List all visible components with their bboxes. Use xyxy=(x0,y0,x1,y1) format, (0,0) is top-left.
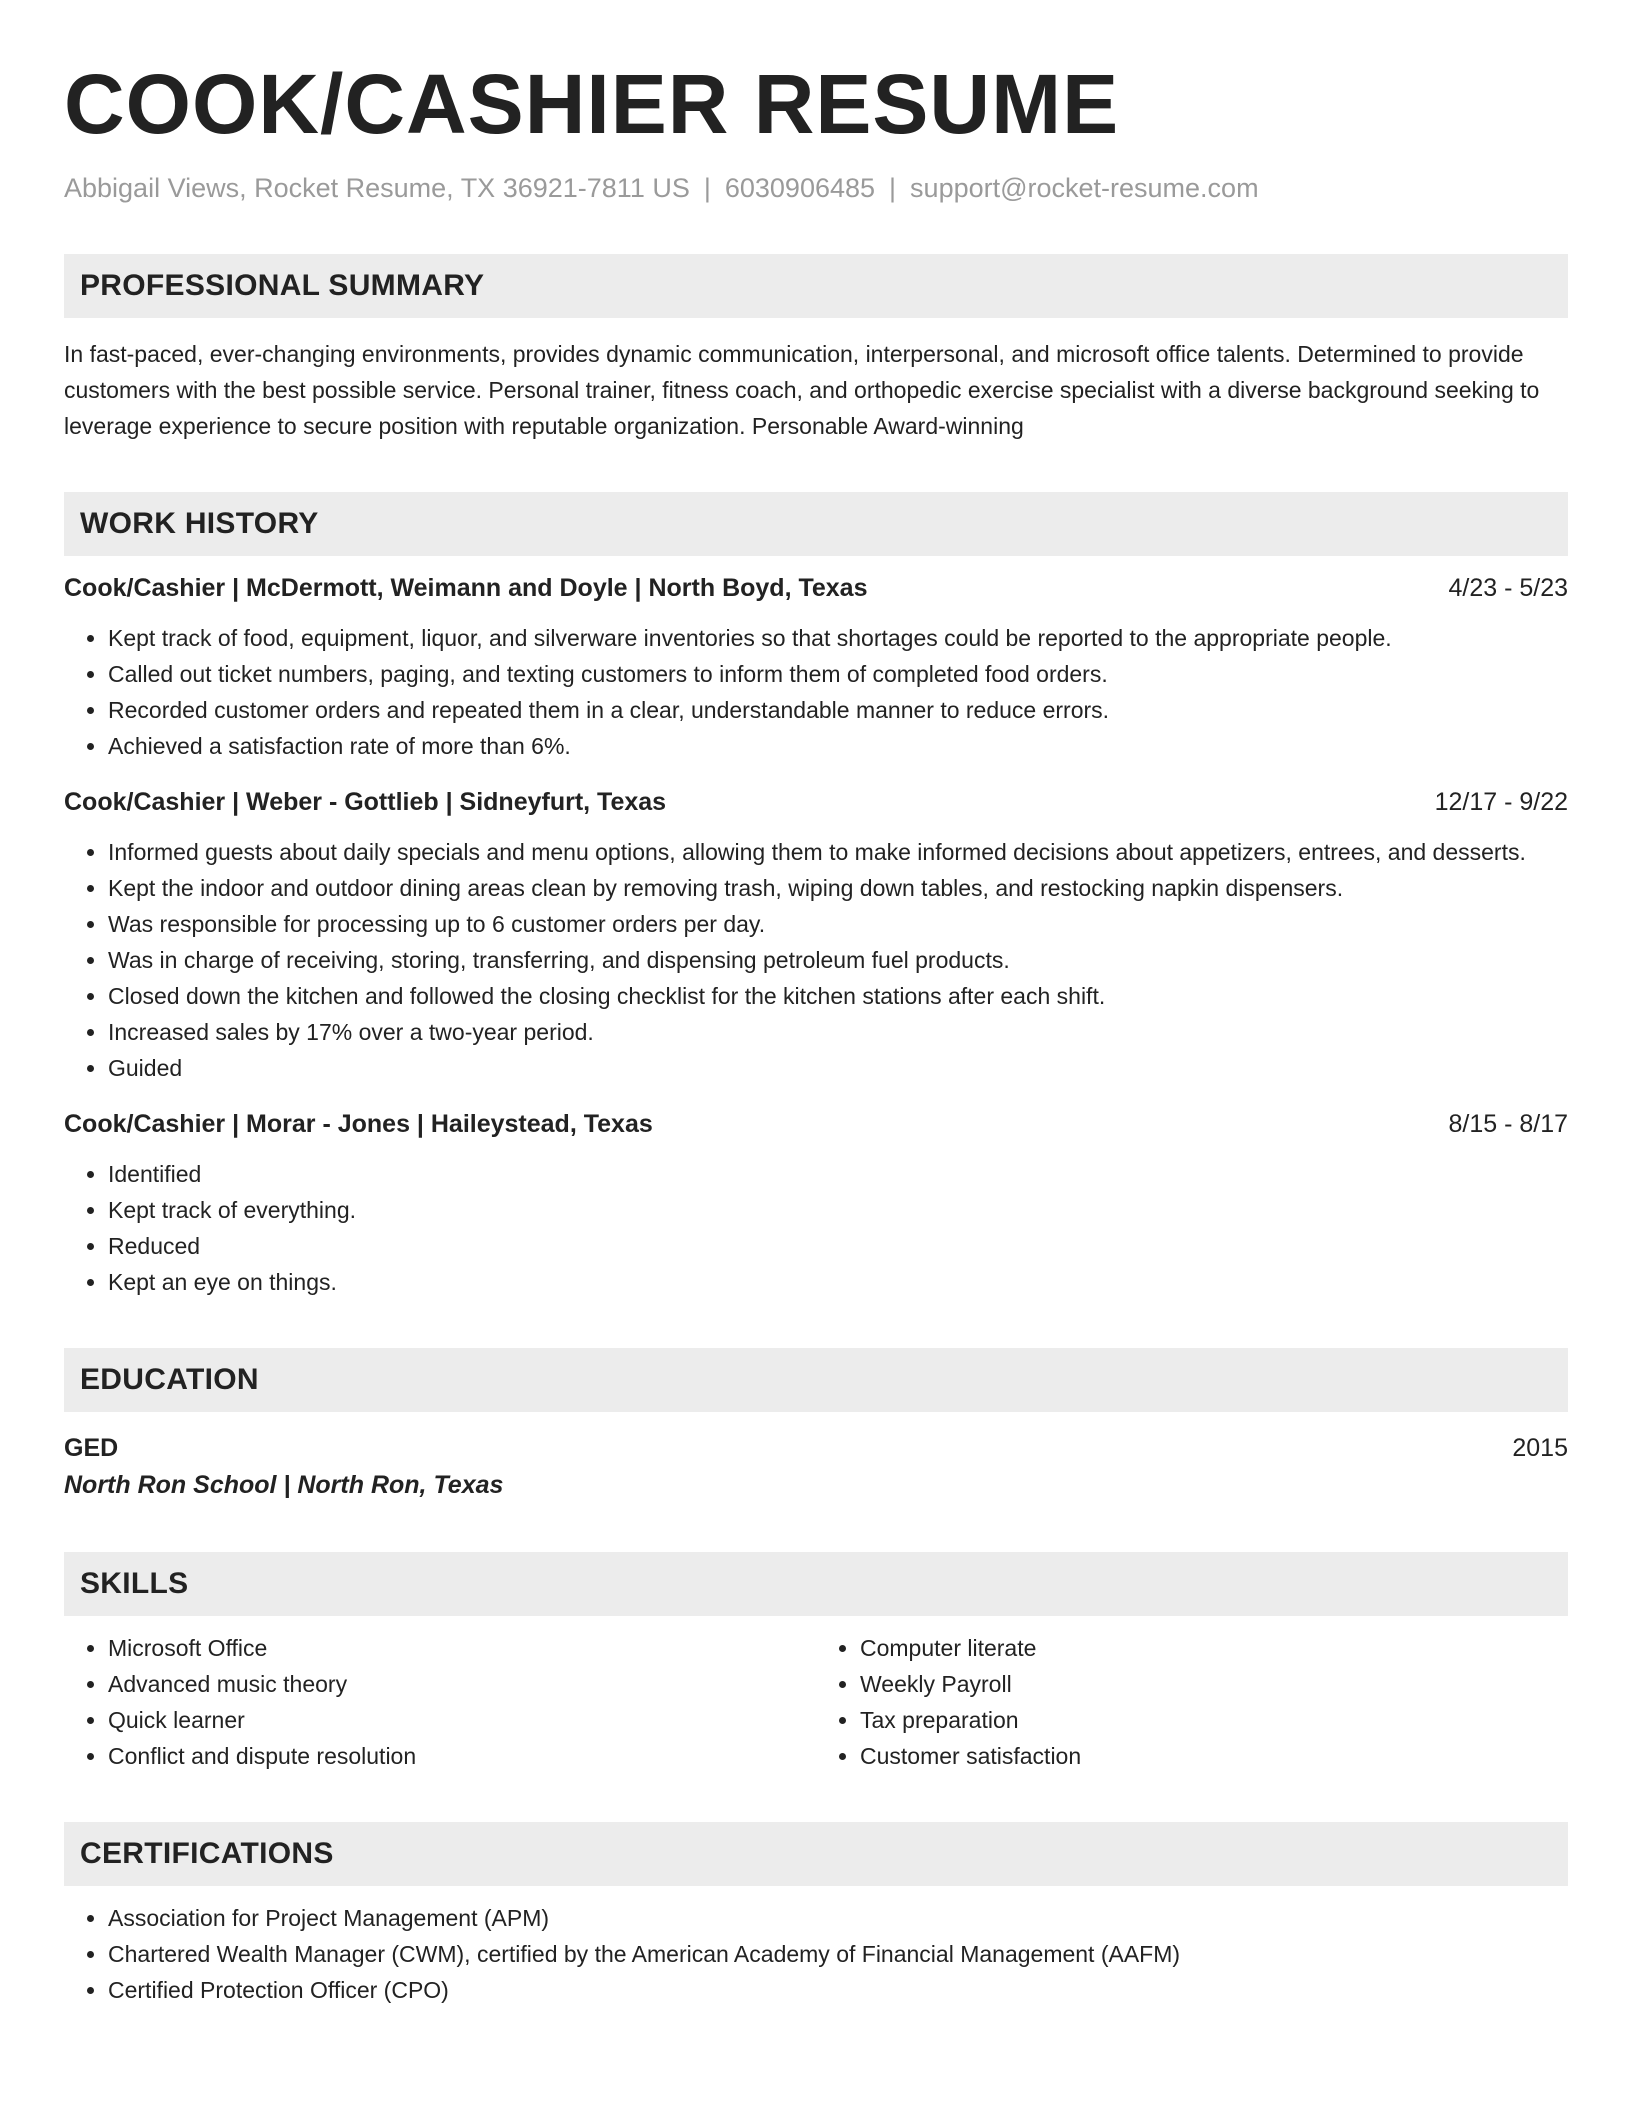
list-item: • Closed down the kitchen and followed the closing checklist for the kitchen stations after each shift. xyxy=(108,978,1568,1014)
job-dates: 4/23 - 5/23 xyxy=(1448,573,1568,602)
job-dates: 12/17 - 9/22 xyxy=(1434,787,1568,816)
certifications-list xyxy=(64,1900,1568,2008)
summary-text: In fast-paced, ever-changing environments, provides dynamic communication, interpersonal, and microsoft office talents. Determined to provide customers with the best possible service. Personal trainer, fitness coach, and orthopedic exercise specialist with a diverse background seeking to leverage experience to secure position with reputable organization. Personable Award-winning xyxy=(64,340,1540,439)
education-year: 2015 xyxy=(1512,1433,1568,1462)
job-entry xyxy=(64,570,1568,764)
job-title: Cook/Cashier | Weber - Gottlieb | Sidneyfurt, Texas xyxy=(64,787,667,816)
list-item: • Recorded customer orders and repeated them in a clear, understandable manner to reduce errors. xyxy=(108,692,1568,728)
list-item: • Was responsible for processing up to 6 customer orders per day. xyxy=(108,906,1568,942)
job-dates: 8/15 - 8/17 xyxy=(1448,1109,1568,1138)
list-item: • Called out ticket numbers, paging, and texting customers to inform them of completed food orders. xyxy=(108,656,1568,692)
list-item: • Tax preparation xyxy=(860,1702,1568,1738)
list-item: • Kept track of food, equipment, liquor, and silverware inventories so that shortages could be reported to the appropriate people. xyxy=(108,620,1568,656)
list-item: • Was in charge of receiving, storing, transferring, and dispensing petroleum fuel products. xyxy=(108,942,1568,978)
list-item: • Advanced music theory xyxy=(108,1666,816,1702)
list-item: • Conflict and dispute resolution xyxy=(108,1738,816,1774)
summary-heading: PROFESSIONAL SUMMARY xyxy=(64,254,1568,318)
list-item: • Customer satisfaction xyxy=(860,1738,1568,1774)
work-history-heading: WORK HISTORY xyxy=(64,492,1568,556)
education-degree: GED xyxy=(64,1433,119,1462)
certifications-heading: CERTIFICATIONS xyxy=(64,1822,1568,1886)
list-item: • Kept an eye on things. xyxy=(108,1264,1568,1300)
list-item: • Certified Protection Officer (CPO) xyxy=(108,1972,1568,2008)
list-item: • Increased sales by 17% over a two-year period. xyxy=(108,1014,1568,1050)
list-item: • Association for Project Management (APM) xyxy=(108,1900,1568,1936)
list-item: • Microsoft Office xyxy=(108,1630,816,1666)
job-entry xyxy=(64,1106,1568,1300)
job-bullets xyxy=(64,620,1568,764)
list-item: • Quick learner xyxy=(108,1702,816,1738)
skills-left-list xyxy=(64,1630,816,1774)
list-item: • Kept the indoor and outdoor dining areas clean by removing trash, wiping down tables, and restocking napkin dispensers. xyxy=(108,870,1568,906)
skills-heading: SKILLS xyxy=(64,1552,1568,1616)
list-item: • Computer literate xyxy=(860,1630,1568,1666)
skills-right-list xyxy=(816,1630,1568,1774)
contact-separator: | xyxy=(703,172,711,203)
resume-title: COOK/CASHIER RESUME xyxy=(64,57,1120,151)
list-item: • Guided xyxy=(108,1050,1568,1086)
contact-separator: | xyxy=(889,172,897,203)
job-bullets xyxy=(64,1156,1568,1300)
contact-address: Abbigail Views, Rocket Resume, TX 36921-7811 US xyxy=(64,172,690,203)
job-title: Cook/Cashier | McDermott, Weimann and Doyle | North Boyd, Texas xyxy=(64,573,868,602)
list-item: • Chartered Wealth Manager (CWM), certified by the American Academy of Financial Management (AAFM) xyxy=(108,1936,1568,1972)
education-school: North Ron School | North Ron, Texas xyxy=(64,1470,504,1499)
list-item: • Identified xyxy=(108,1156,1568,1192)
job-entry xyxy=(64,784,1568,1086)
list-item: • Achieved a satisfaction rate of more than 6%. xyxy=(108,728,1568,764)
contact-email: support@rocket-resume.com xyxy=(910,172,1259,203)
list-item: • Weekly Payroll xyxy=(860,1666,1568,1702)
education-heading: EDUCATION xyxy=(64,1348,1568,1412)
list-item: • Kept track of everything. xyxy=(108,1192,1568,1228)
job-bullets xyxy=(64,834,1568,1086)
job-title: Cook/Cashier | Morar - Jones | Haileystead, Texas xyxy=(64,1109,653,1138)
contact-phone: 6030906485 xyxy=(724,172,876,203)
list-item: • Informed guests about daily specials and menu options, allowing them to make informed decisions about appetizers, entrees, and desserts. xyxy=(108,834,1568,870)
contact-line xyxy=(64,171,1568,206)
skills-columns xyxy=(64,1630,1568,1774)
list-item: • Reduced xyxy=(108,1228,1568,1264)
